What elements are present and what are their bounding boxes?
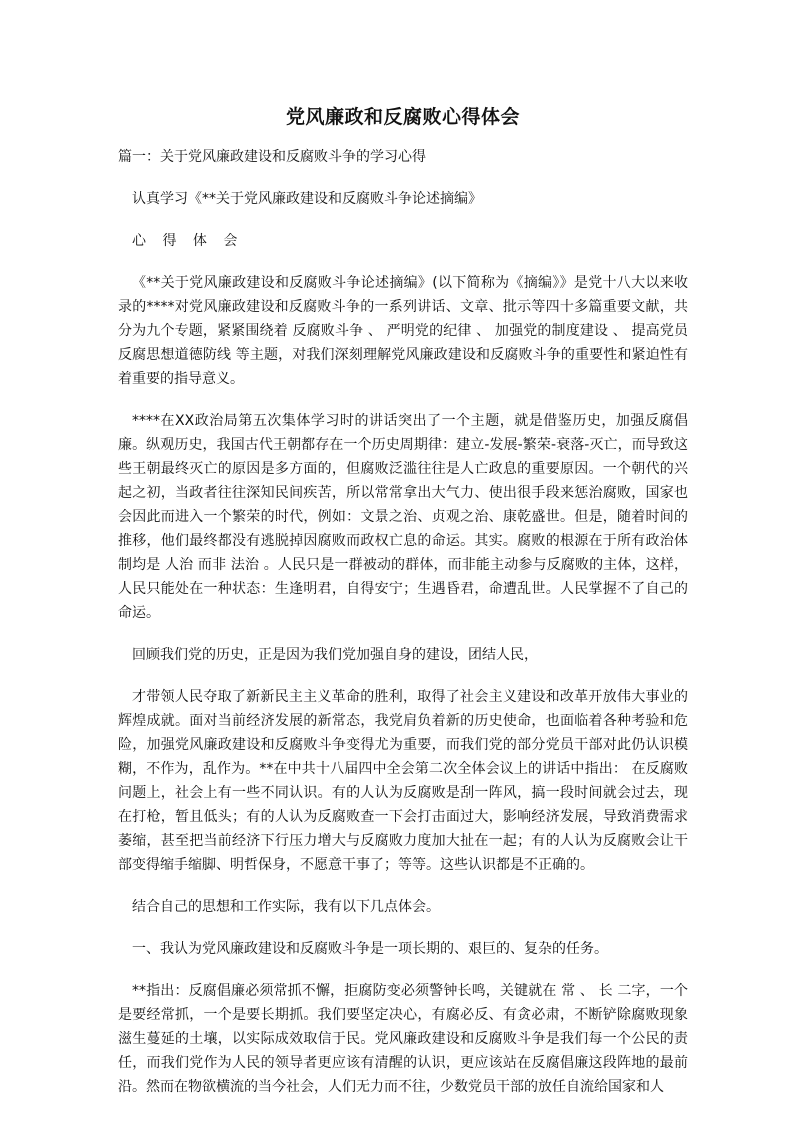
paragraph-3: 回顾我们党的历史，正是因为我们党加强自身的建设，团结人民，: [132, 647, 538, 663]
paragraph-4: 才带领人民夺取了新新民主主义革命的胜利，取得了社会主义建设和改革开放伟大事业的辉煌成就。面对当前经济发展的新常态，我党肩负着新的历史使命，也面临着各种考验和危险，加强党风廉政建设和反腐败斗争变得尤为重要，而我们党的部分党员干部对此仍认识模糊，不作为，乱作为。**在中共十八届四中全会第二次全体会议上的讲话中指出： 在反腐败问题上，社会上有一些不同认识。有的人认为反腐败是刮一阵风，搞一段时间就会过去，现在打枪，暂且低头；有的人认为反腐败查一下会打击面过大，影响经济发展，导致消费需求萎缩，甚至把当前经济下行压力增大与反腐败力度加大扯在一起；有的人认为反腐败会让干部变得缩手缩脚、明哲保身，不愿意干事了；等等。这些认识都是不正确的。: [118, 689, 688, 873]
paragraph-7: **指出：反腐倡廉必须常抓不懈，拒腐防变必须警钟长鸣，关键就在 常 、 长 二字，一个是要经常抓，一个是要长期抓。我们要坚定决心，有腐必反、有贪必肃，不断铲除腐败现象滋生蔓延的土壤，以实际成效取信于民。党风廉政建设和反腐败斗争是我们每一个公民的责任，而我们党作为人民的领导者更应该有清醒的认识，更应该站在反腐倡廉这段阵地的最前沿。然而在物欲横流的当今社会，人们无力而不往，少数党员干部的放任自流给国家和人: [118, 983, 688, 1095]
paragraph-2: ****在XX政治局第五次集体学习时的讲话突出了一个主题，就是借鉴历史，加强反腐倡廉。纵观历史，我国古代王朝都存在一个历史周期律：建立-发展-繁荣-衰落-灭亡，而导致这些王朝最终灭亡的原因是多方面的，但腐败泛滥往往是人亡政息的重要原因。一个朝代的兴起之初，当政者往往深知民间疾苦，所以常常拿出大气力、使出很手段来惩治腐败，国家也会因此而进入一个繁荣的时代，例如：文景之治、贞观之治、康乾盛世。但是，随着时间的推移，他们最终都没有逃脱掉因腐败而政权亡息的命运。其实。腐败的根源在于所有政治体制均是 人治 而非 法治 。人民只是一群被动的群体，而非能主动参与反腐败的主体，这样，人民只能处在一种状态：生逢明君，自得安宁；生遇昏君，命遭乱世。人民掌握不了自己的命运。: [118, 413, 688, 621]
paragraph-heading-xindetihui: 心 得 体 会: [132, 233, 244, 249]
paragraph-5: 结合自己的思想和工作实际，我有以下几点体会。: [132, 899, 440, 915]
paragraph-1: 《**关于党风廉政建设和反腐败斗争论述摘编》(以下简称为《摘编》》是党十八大以来收录的****对党风廉政建设和反腐败斗争的一系列讲话、文章、批示等四十多篇重要文献，共分为九个专题，紧紧围绕着 反腐败斗争 、 严明党的纪律 、 加强党的制度建设 、 提高党员反腐思想道德防线 等主题，对我们深刻理解党风廉政建设和反腐败斗争的重要性和紧迫性有着重要的指导意义。: [118, 275, 688, 387]
paragraph-6: 一、我认为党风廉政建设和反腐败斗争是一项长期的、艰巨的、复杂的任务。: [132, 941, 608, 957]
document-page: [118, 103, 688, 1099]
document-subtitle: 篇一：关于党风廉政建设和反腐败斗争的学习心得: [118, 149, 426, 165]
document-title: 党风廉政和反腐败心得体会: [285, 106, 520, 128]
paragraph-study-heading: 认真学习《**关于党风廉政建设和反腐败斗争论述摘编》: [132, 191, 482, 207]
